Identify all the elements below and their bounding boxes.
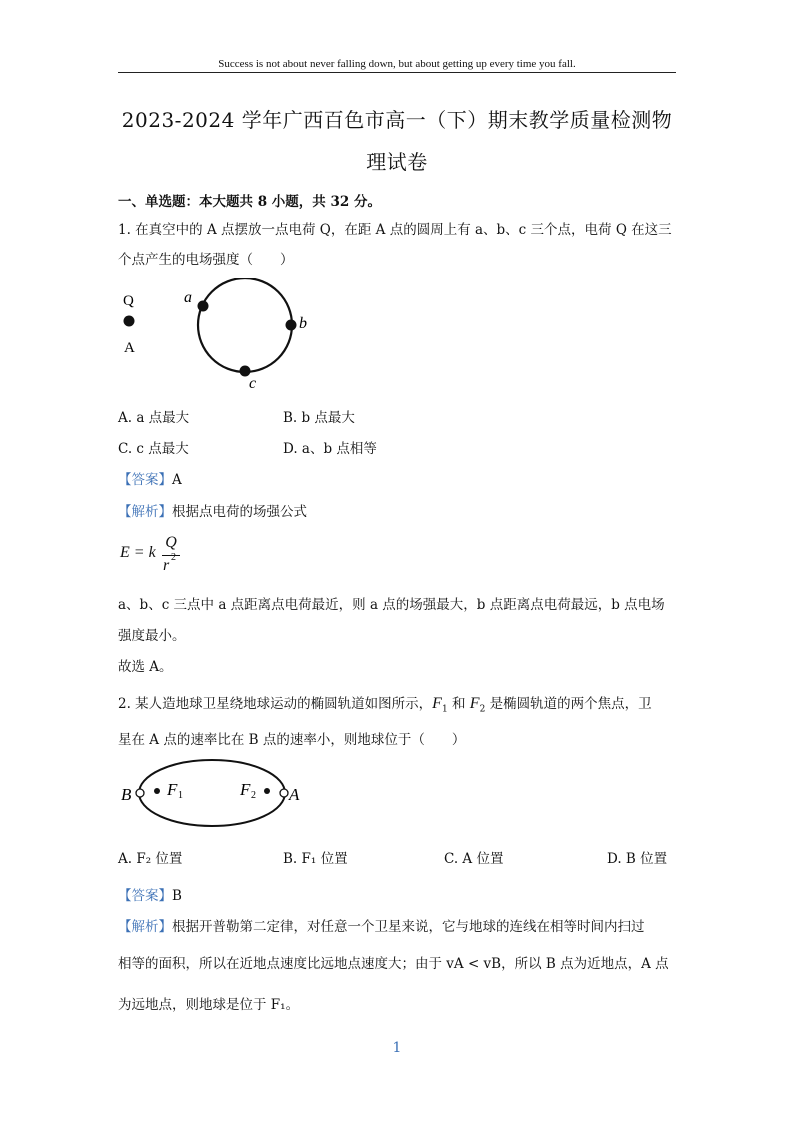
q2-ellipse-figure [112,758,312,830]
figure-label-F1: F [167,780,178,799]
point-b [286,320,297,331]
figure-label-A: A [289,785,300,804]
q1-analysis-line2: a、b、c 三点中 a 点距离点电荷最近，则 a 点的场强最大，b 点距离点电荷最远，b 点电场 [118,597,665,613]
formula-exponent: 2 [171,552,176,563]
page-number: 1 [392,1040,402,1056]
q1-analysis-line1: 根据点电荷的场强公式 [172,504,307,520]
q1-analysis-row [118,500,307,520]
page-title-line1: 2023-2024 学年广西百色市高一（下）期末教学质量检测物 [121,108,673,132]
figure-label-a: a [184,289,192,306]
field-formula [118,532,208,580]
analysis-tag: 【解析】 [118,919,172,935]
circle-path [198,278,292,372]
figure-label-B: B [121,785,132,804]
q2-analysis-line1: 根据开普勒第二定律，对任意一个卫星来说，它与地球的连线在相等时间内扫过 [172,919,645,935]
page-title-line2: 理试卷 [366,150,428,174]
q2-analysis-row [118,915,645,935]
orbit-ellipse [139,760,285,826]
q1-option-b: B. b 点最大 [283,410,355,426]
figure-label-F2: F [240,780,251,799]
focus-F1 [154,788,160,794]
analysis-tag: 【解析】 [118,504,172,520]
q1-answer: A [172,472,182,488]
q2-stem-line1: 2. 某人造地球卫星绕地球运动的椭圆轨道如图所示，$F_1$ 和 $F_2$ 是椭圆轨道的两个焦点，卫 [118,695,652,715]
q1-answer-row [118,468,182,488]
figure-label-F2-sub: 2 [251,790,256,801]
figure-label-Q: Q [123,293,134,309]
formula-numerator: Q [165,534,177,551]
q2-option-b: B. F₁ 位置 [283,851,348,867]
charge-point-A [124,316,135,327]
formula-denominator: r [163,557,170,574]
q1-stem-line2: 个点产生的电场强度（ ） [118,252,294,268]
header-divider [118,72,676,73]
figure-label-b: b [299,315,307,332]
q2-option-c: C. A 位置 [444,851,504,867]
point-A [280,789,288,797]
q2-stem-line2: 星在 A 点的速率比在 B 点的速率小，则地球位于（ ） [118,732,466,748]
q1-stem-line1: 1. 在真空中的 A 点摆放一点电荷 Q，在距 A 点的圆周上有 a、b、c 三个点，电荷 Q 在这三 [118,222,672,238]
q2-answer: B [172,888,182,904]
q2-stem-text-b: 是椭圆轨道的两个焦点，卫 [485,696,652,712]
figure-label-F1-sub: 1 [178,790,183,801]
point-B [136,789,144,797]
q2-option-d: D. B 位置 [607,851,668,867]
q1-option-c: C. c 点最大 [118,441,189,457]
answer-tag: 【答案】 [118,888,172,904]
q2-stem-mid: 和 [447,696,470,712]
q2-answer-row [118,884,182,904]
q1-circle-figure [110,278,330,396]
q1-conclusion: 故选 A。 [118,659,173,675]
section-heading: 一、单选题：本大题共 8 小题，共 32 分。 [118,194,381,210]
q2-option-a: A. F₂ 位置 [118,851,183,867]
q2-stem-text-a: 2. 某人造地球卫星绕地球运动的椭圆轨道如图所示， [118,696,433,712]
figure-label-A: A [124,340,135,356]
formula-lhs: E = k [120,544,156,561]
q2-f1-symbol: F [432,695,442,712]
point-a [198,301,209,312]
q2-analysis-line3: 为远地点，则地球是位于 F₁。 [118,997,300,1013]
header-motto: Success is not about never falling down, but about getting up every time you fall. [218,58,576,70]
q1-option-a: A. a 点最大 [118,410,190,426]
answer-tag: 【答案】 [118,472,172,488]
focus-F2 [264,788,270,794]
q1-option-d: D. a、b 点相等 [283,441,377,457]
figure-label-c: c [249,375,257,392]
q1-analysis-line3: 强度最小。 [118,628,186,644]
q2-f2-symbol: F [469,695,480,712]
q2-analysis-line2: 相等的面积，所以在近地点速度比远地点速度大；由于 vA < vB，所以 B 点为近地点，A 点 [118,956,669,972]
